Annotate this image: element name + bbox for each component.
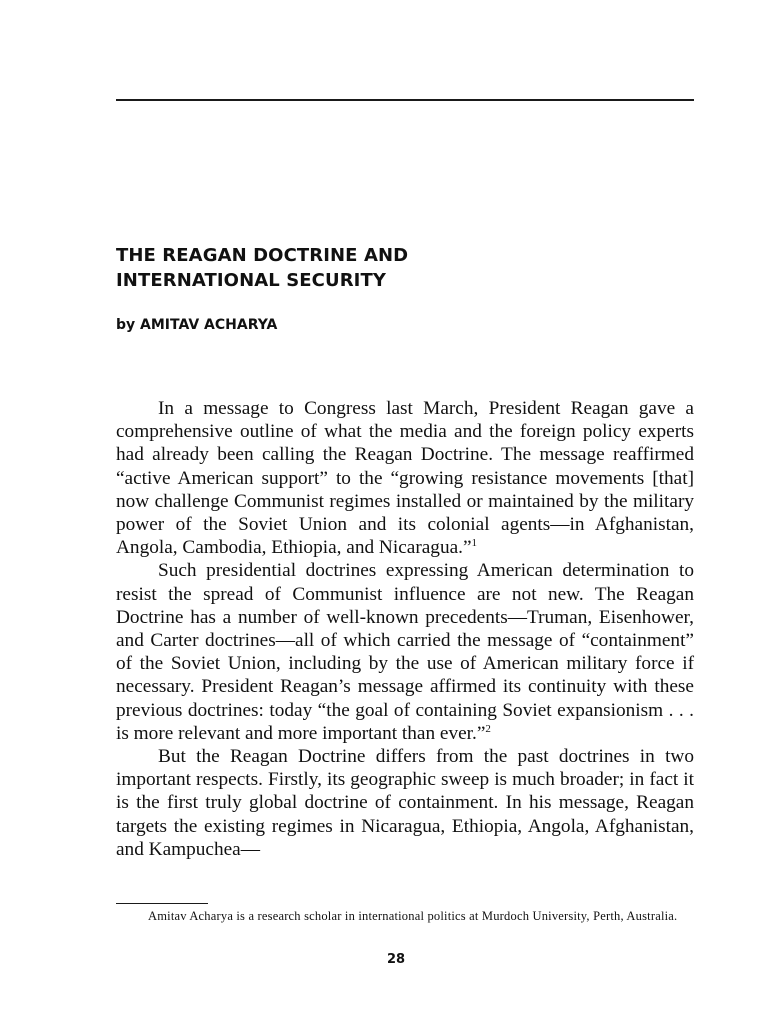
footnote-ref-2: 2 <box>485 722 491 735</box>
article-title <box>116 243 676 293</box>
body-paragraph-3-text: But the Reagan Doctrine differs from the past doctrines in two important respects. Firstly, its geographic sweep is much broader; in fact it is the first truly global doctrine of containment. In his message, Reagan targets the existing regimes in Nicaragua, Ethiopia, Angola, Afghanistan, and Kampuchea— <box>116 746 694 860</box>
article-title-line-1: THE REAGAN DOCTRINE AND <box>116 245 409 266</box>
author-footnote: Amitav Acharya is a research scholar in international politics at Murdoch University, Perth, Australia. <box>148 909 678 923</box>
footnote-rule <box>116 903 208 904</box>
footnote-ref-1: 1 <box>471 537 478 550</box>
page-number: 28 <box>386 952 406 967</box>
body-paragraph-3 <box>116 745 694 861</box>
header-rule <box>116 99 694 101</box>
article-title-line-2: INTERNATIONAL SECURITY <box>116 270 386 291</box>
body-paragraph-1 <box>116 397 694 559</box>
article-body <box>116 397 694 861</box>
body-paragraph-2-text: Such presidential doctrines expressing American determination to resist the spread of Communist influence are not new. The Reagan Doctrine has a number of well-known precedents—Truman, Eisenhower, and Carter doctrines—all of which carried the message of “containment” of the Soviet Union, including by the use of American military force if necessary. President Reagan’s message affirmed its continuity with these previous doctrines: today “the goal of containing Soviet expansionism . . . is more relevant and more important than ever.” <box>116 560 694 744</box>
body-paragraph-1-text: In a message to Congress last March, President Reagan gave a comprehensive outline of what the media and the foreign policy experts had already been calling the Reagan Doctrine. The message reaffirmed “active American support” to the “growing resistance movements [that] now challenge Communist regimes installed or maintained by the military power of the Soviet Union and its colonial agents—in Afghanistan, Angola, Cambodia, Ethiopia, and Nicaragua.” <box>116 398 694 559</box>
author-byline: by AMITAV ACHARYA <box>116 317 278 333</box>
body-paragraph-2 <box>116 559 694 745</box>
